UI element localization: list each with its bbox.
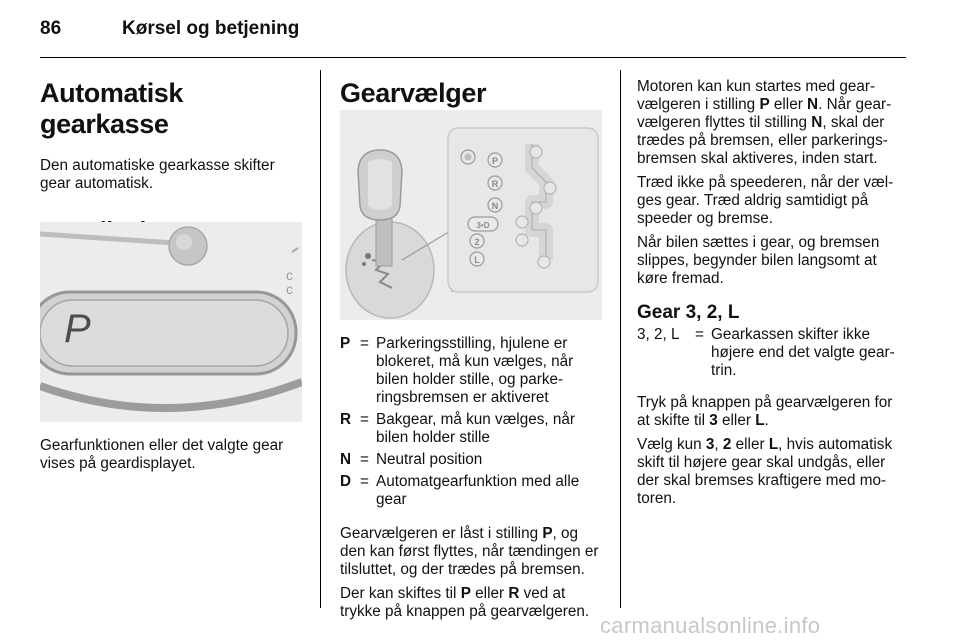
definition-key: P [340,335,351,352]
intro-text: Den automatiske gearkasse skifter gear automatisk. [40,157,275,192]
column-3 [637,78,907,508]
definition-equals: = [360,335,369,352]
column-divider-1 [320,70,321,608]
definition-row-p [340,335,602,411]
definition-text: Neutral position [376,451,483,468]
creep-paragraph: Når bilen sættes i gear, og bremsen slippes, begynder bilen langsomt at køre fremad. [637,234,880,287]
gate-label-r: R [491,179,499,189]
column-1 [40,78,302,244]
definition-key: 3, 2, L [637,326,680,343]
definition-text: Parkeringsstilling, hjulene er blokeret, må kun vælges, når bilen holder stille, og parke-ringsbremsen er aktiveret [376,335,574,406]
gear-selector-illustration [340,110,602,320]
page-number: 86 [40,18,62,39]
gate-label-p: P [491,156,499,166]
definition-equals: = [360,411,369,428]
definition-text: Gearkassen skifter ikke højere end det valgte gear-trin. [711,326,895,379]
gate-label-n: N [491,201,499,211]
accelerator-warning-paragraph: Træd ikke på speederen, når der væl-ges gear. Træd aldrig samtidigt på speeder og bremse. [637,174,894,227]
geardisplay-caption-block [40,437,302,473]
definition-text: Bakgear, må kun vælges, når bilen holder stille [376,411,575,446]
gear-32l-definition [637,326,907,384]
definition-key: R [340,411,352,428]
gate-label-2: 2 [474,237,480,247]
definition-row-d [340,473,602,513]
column-divider-2 [620,70,621,608]
definition-equals: = [360,473,369,490]
page-title: Automatisk gearkasse [40,78,184,139]
gear-selector-drawing [340,110,602,320]
section-title: Kørsel og betjening [122,18,300,39]
gate-label-l: L [474,255,480,265]
column-2-heading-block [340,78,602,109]
header-rule [40,57,906,58]
definition-key: N [340,451,352,468]
definition-text: Automatgearfunktion med alle gear [376,473,580,508]
geardisplay-illustration [40,222,302,422]
display-gear-letter: P [64,307,91,351]
engine-braking-paragraph: Vælg kun 3, 2 eller L, hvis automatisk skift til højere gear skal undgås, eller der skal bremses kraftigere med mo-toren. [637,436,893,507]
definition-key: D [340,473,352,490]
definition-row-r [340,411,602,451]
gear-32l-heading: Gear 3, 2, L [637,302,740,323]
definition-row-32l [637,326,907,384]
page-header [40,18,299,40]
watermark: carmanualsonline.info [600,613,821,638]
geardisplay-drawing [40,222,302,422]
column-2-text [340,335,602,621]
definition-row-n [340,451,602,473]
definition-equals: = [360,451,369,468]
gate-label-3d: 3•D [476,221,490,230]
geardisplay-caption: Gearfunktionen eller det valgte gear vises på geardisplayet. [40,437,284,472]
svg-text:c: c [286,267,293,283]
shift-button-paragraph: Der kan skiftes til P eller R ved at trykke på knappen på gearvælgeren. [340,585,590,620]
gear-button-paragraph: Tryk på knappen på gearvælgeren for at skifte til 3 eller L. [637,394,893,429]
engine-start-paragraph: Motoren kan kun startes med gear-vælgeren i stilling P eller N. Når gear-vælgeren flyttes til stilling N, skal der trædes på bremsen, eller parkerings-bremsen skal aktiveres, inden start. [637,78,892,167]
gearvaelger-heading: Gearvælger [340,78,487,108]
definition-equals: = [695,326,704,343]
svg-text:c: c [286,281,293,297]
gear-definition-list [340,335,602,513]
lock-paragraph: Gearvælgeren er låst i stilling P, og den kan først flyttes, når tændingen er tilsluttet, og der trædes på bremsen. [340,525,599,578]
